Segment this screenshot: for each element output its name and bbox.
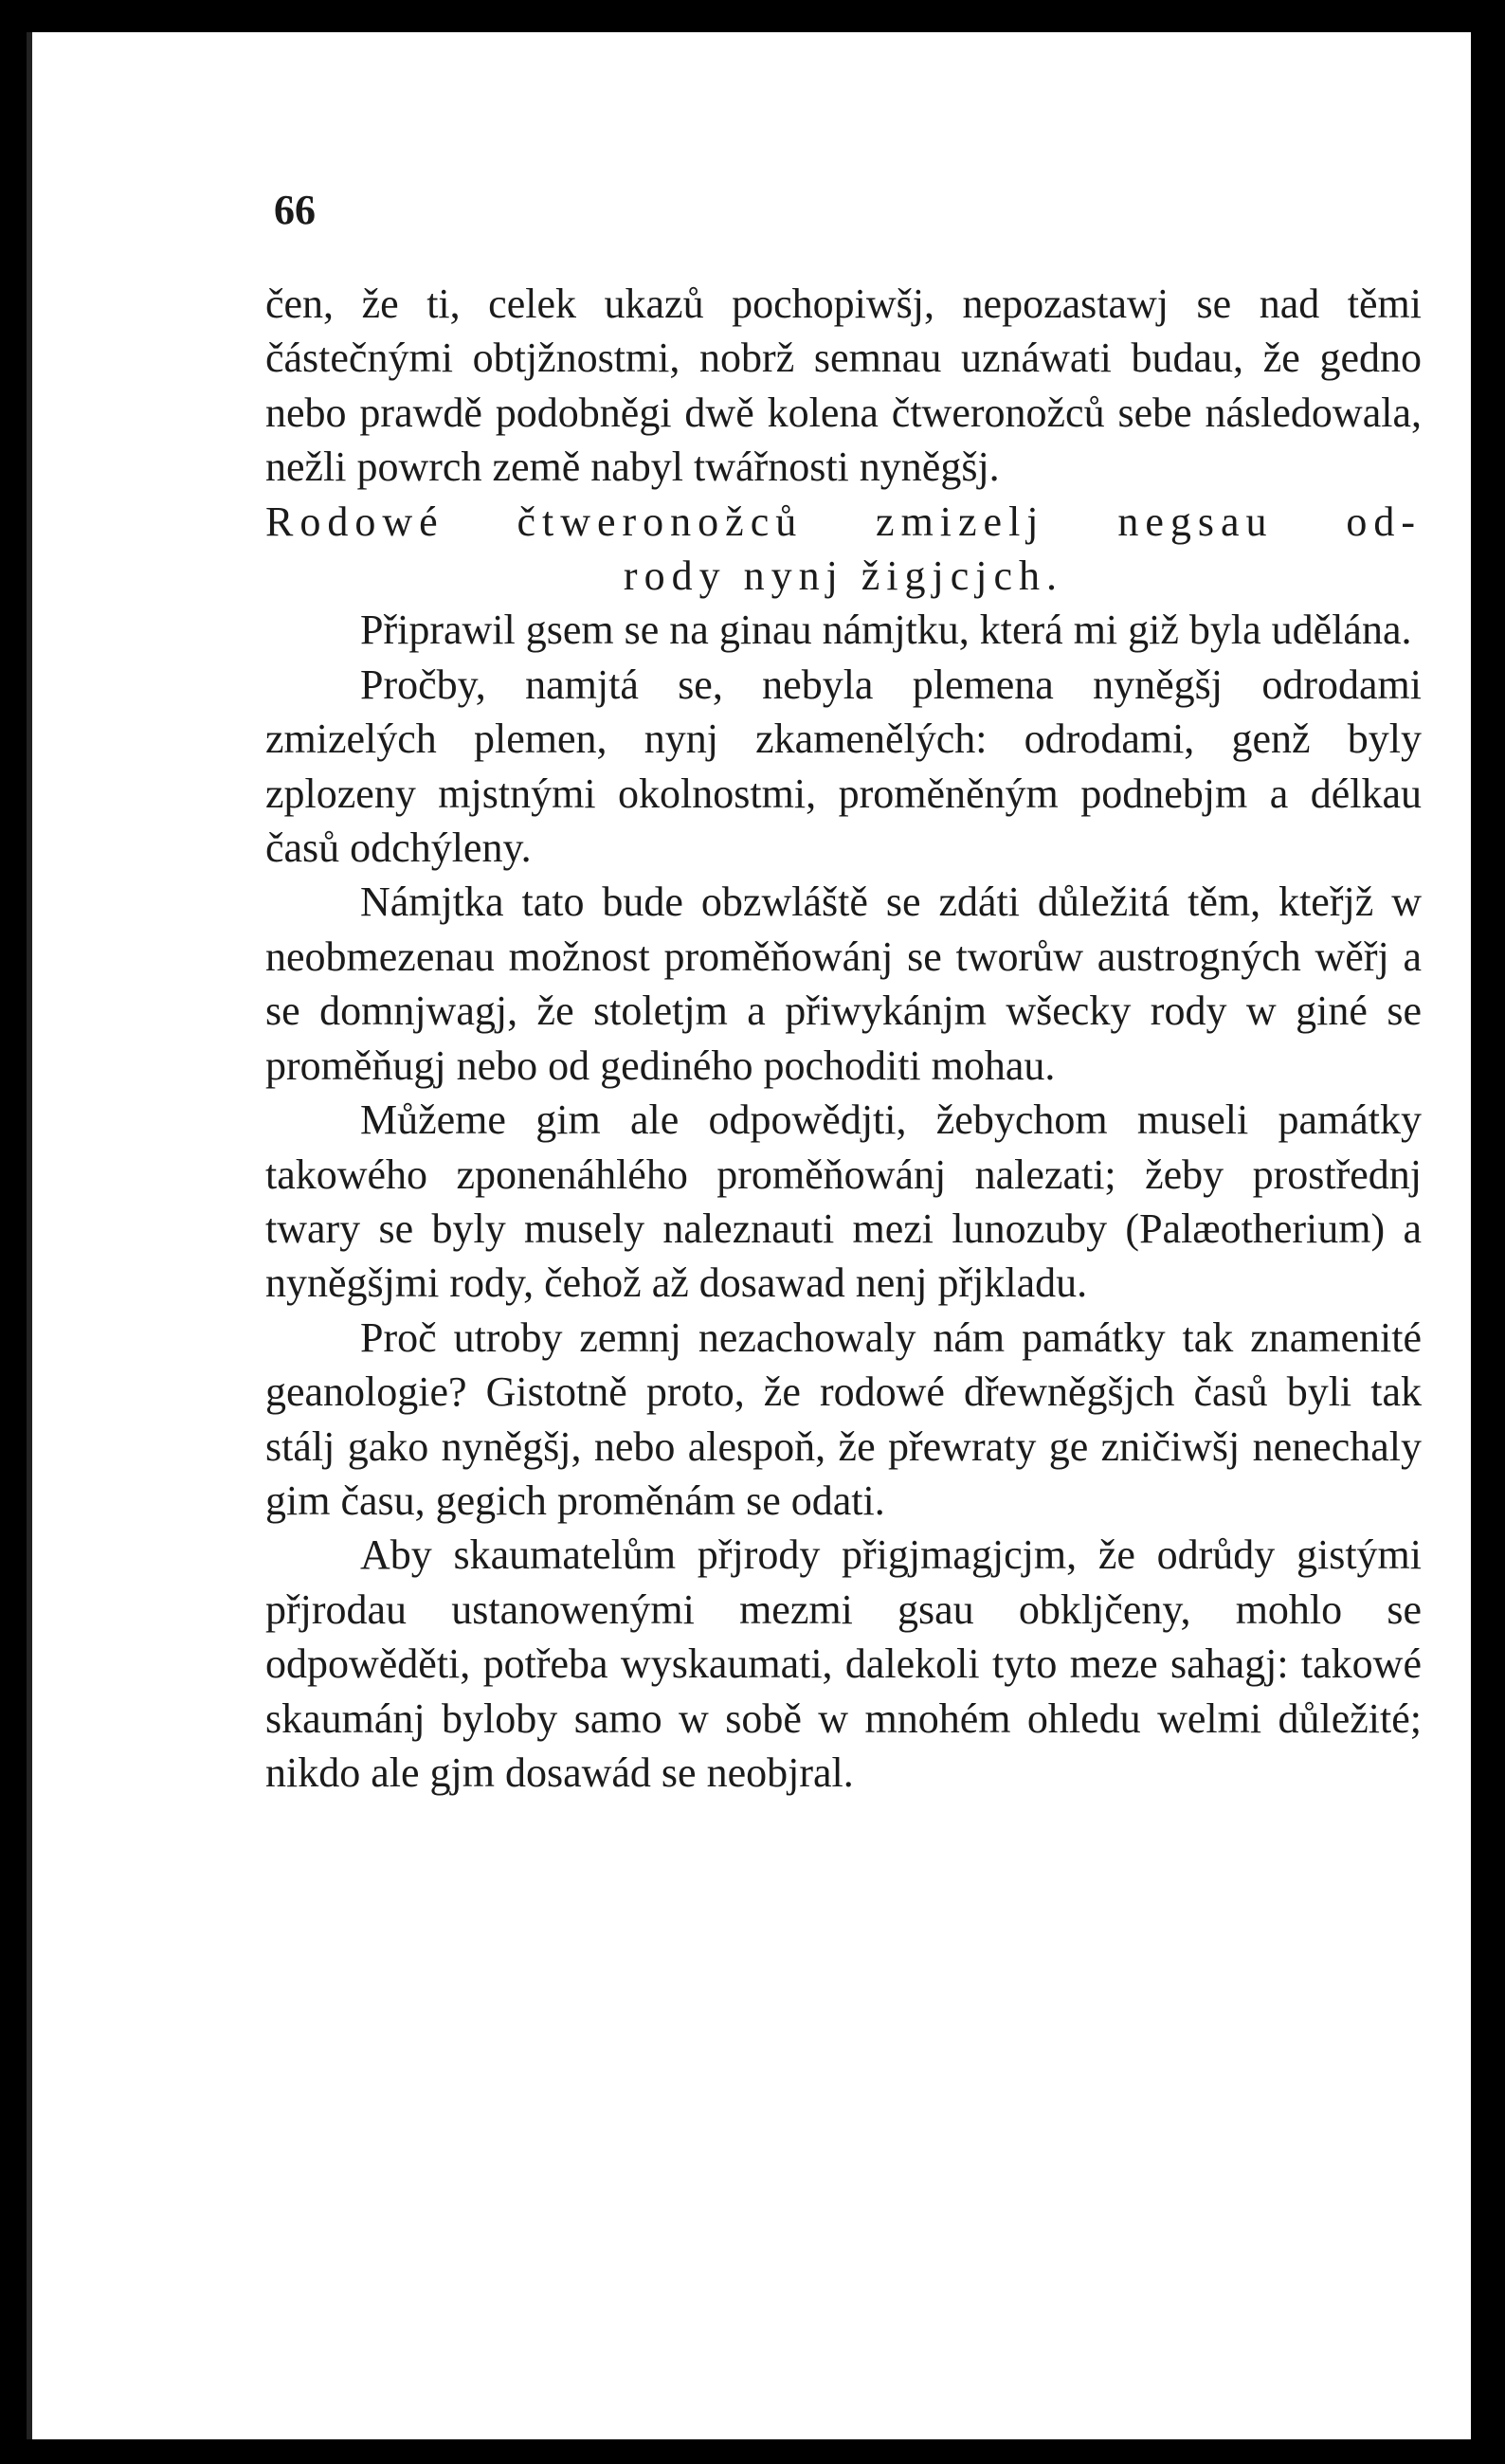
- paragraph-3: Pročby, namjtá se, nebyla plemena nyněgšj odrodami zmizelých plemen, nynj zkamenělých: odrodami, genž byly zplozeny mjstnými okolnostmi, proměněným podnebjm a délkau časů odchýleny.: [265, 661, 1422, 872]
- section-heading-line-1: Rodowé čtweronožců zmizelj negsau od-: [265, 498, 1422, 545]
- paragraph-1: čen, že ti, celek ukazů pochopiwšj, nepozastawj se nad těmi částečnými obtjžnostmi, nobrž semnau uznáwati budau, že gedno nebo prawdě podobněgi dwě kolena čtweronožců sebe následowala, nežli powrch země nabyl twářnosti nyněgšj.: [265, 281, 1422, 491]
- body-text: [265, 277, 1422, 1800]
- page-number: 66: [274, 187, 316, 233]
- paragraph-7: Aby skaumatelům přjrody přigjmagjcjm, že odrůdy gistými přjrodau ustanowenými mezmi gsau obkljčeny, mohlo se odpowěděti, potřeba wyskaumati, dalekoli tyto meze sahagj: takowé skaumánj byloby samo w sobě w mnohém ohledu welmi důležité; nikdo ale gjm dosawád se neobjral.: [265, 1531, 1422, 1796]
- section-heading-line-2: rody nynj žigjcjch.: [623, 553, 1064, 600]
- paragraph-4: Námjtka tato bude obzwláště se zdáti důležitá těm, kteřjž w neobmezenau možnost proměňowánj se tworůw austrogných wěřj a se domnjwagj, že stoletjm a přiwykánjm wšecky rody w giné se proměňugj nebo od gediného pochoditi mohau.: [265, 879, 1422, 1089]
- paragraph-6: Proč utroby zemnj nezachowaly nám památky tak znamenité geanologie? Gistotně proto, že rodowé dřewněgšjch časů byli tak stálj gako nyněgšj, nebo alespoň, že přewraty ge zničiwšj nenechaly gim času, gegich proměnám se odati.: [265, 1314, 1422, 1524]
- paragraph-5: Můžeme gim ale odpowědjti, žebychom museli památky takowého zponenáhlého proměňowánj nalezati; žeby prostřednj twary se byly musely naleznauti mezi lunozuby (Palæotherium) a nyněgšjmi rody, čehož až dosawad nenj přjkladu.: [265, 1096, 1422, 1307]
- book-page: [27, 32, 1471, 2439]
- paragraph-2: Připrawil gsem se na ginau námjtku, která mi giž byla udělána.: [360, 607, 1412, 654]
- section-heading: [265, 495, 1422, 604]
